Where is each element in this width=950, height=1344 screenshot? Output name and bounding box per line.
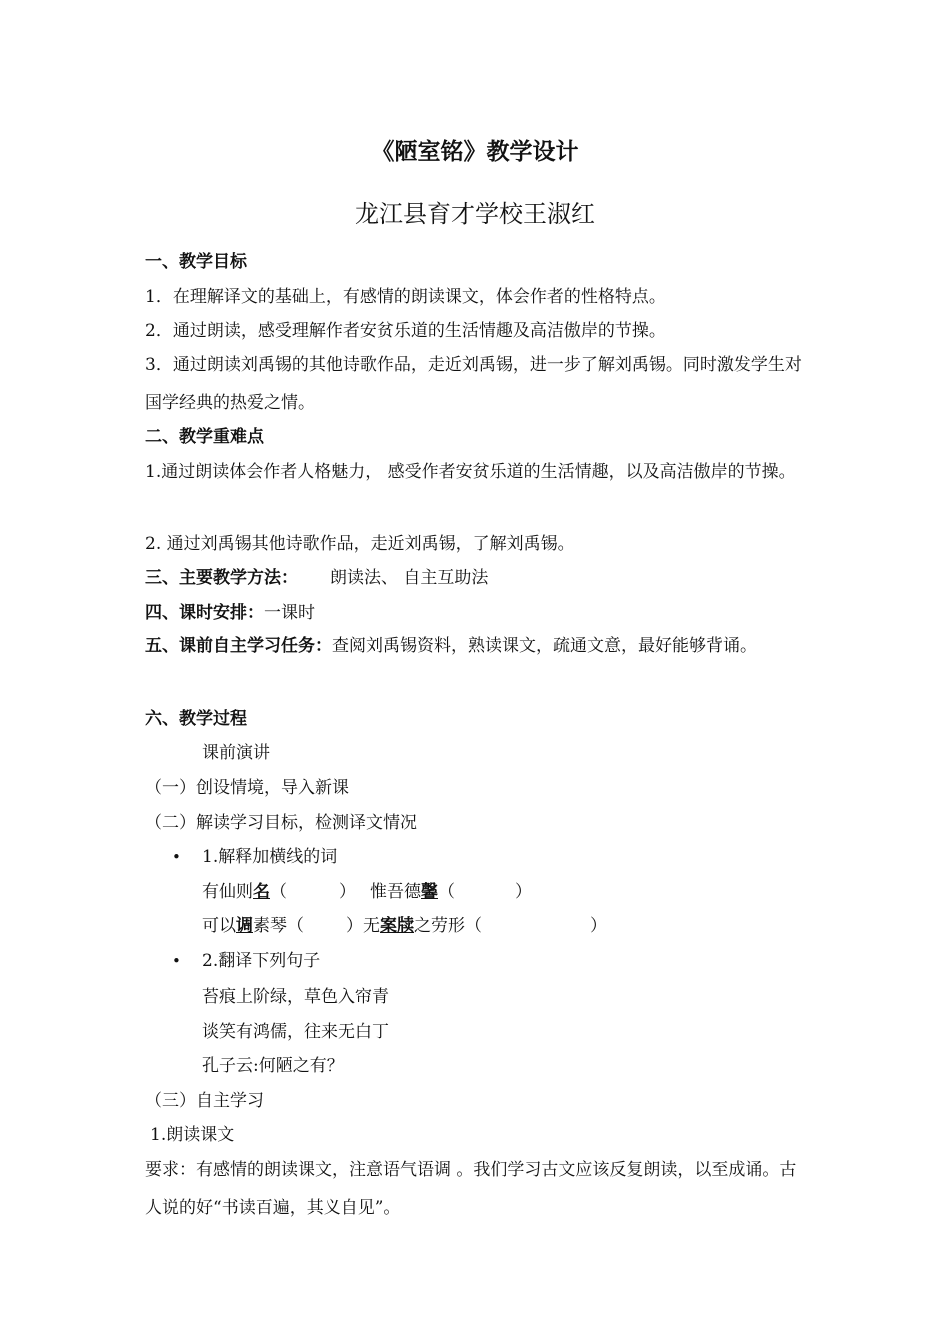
translate-sentence: 苔痕上阶绿，草色入帘青 [202,987,389,1007]
vocab-text: 之劳形 [414,916,465,936]
underlined-word: 调 [236,916,253,936]
blank-close: ） [339,882,356,902]
translate-sentence: 谈笑有鸿儒，往来无白丁 [202,1022,389,1042]
underlined-word: 名 [253,882,270,902]
vocab-row [202,914,867,938]
key-point-item: 2. 通过刘禹锡其他诗歌作品，走近刘禹锡，了解刘禹锡。 [145,534,575,554]
question-one-label: 1.解释加横线的词 [202,847,338,867]
underlined-word: 馨 [421,882,438,902]
blank-open: （ [438,882,455,902]
blank-close: ） [515,882,532,902]
objective-item: 2．通过朗读，感受理解作者安贫乐道的生活情趣及高洁傲岸的节操。 [145,321,666,341]
vocab-text: 无 [363,916,380,936]
step-one: （一）创设情境，导入新课 [145,778,349,798]
pre-class-speech: 课前演讲 [202,743,270,763]
underlined-word: 案牍 [380,916,414,936]
section-heading-process: 六、教学过程 [145,709,247,729]
question-two-label: 2.翻译下列句子 [202,951,321,971]
blank-open: （ [287,916,304,936]
read-aloud-label: 1.朗读课文 [150,1125,235,1145]
objective-item: 1．在理解译文的基础上，有感情的朗读课文，体会作者的性格特点。 [145,287,666,307]
schedule-line [145,601,810,625]
vocab-text: 惟吾德 [370,882,421,902]
vocab-text: 有仙则 [202,882,253,902]
step-two: （二）解读学习目标，检测译文情况 [145,813,417,833]
vocab-text: 素琴 [253,916,287,936]
key-point-item: 1.通过朗读体会作者人格魅力， 感受作者安贫乐道的生活情趣，以及高洁傲岸的节操。 [145,462,796,482]
reading-requirement: 要求：有感情的朗读课文，注意语气语调 。我们学习古文应该反复朗读，以至成诵。古人说的好“书读百遍，其义自见”。 [145,1160,797,1218]
schedule-value: 一课时 [264,603,315,623]
section-heading-objectives: 一、教学目标 [145,252,247,272]
methods-line [145,566,810,590]
pre-class-value: 查阅刘禹锡资料，熟读课文，疏通文意，最好能够背诵。 [332,636,757,656]
blank-open: （ [270,882,287,902]
blank-close: ） [346,916,363,936]
objective-item: 3．通过朗读刘禹锡的其他诗歌作品，走近刘禹锡，进一步了解刘禹锡。同时激发学生对国学经典的热爱之情。 [145,355,802,413]
document-title: 《陋室铭》教学设计 [371,139,579,165]
blank-open: （ [465,916,482,936]
section-heading-schedule: 四、课时安排： [145,603,264,623]
blank-close: ） [590,916,607,936]
section-heading-methods: 三、主要教学方法： [145,568,298,588]
bullet-icon: • [172,952,181,970]
pre-class-task [145,627,810,665]
step-three: （三）自主学习 [145,1091,264,1111]
section-heading-key-points: 二、教学重难点 [145,427,264,447]
translate-sentence: 孔子云:何陋之有？ [202,1056,344,1076]
vocab-row [202,880,867,904]
section-heading-pre-class: 五、课前自主学习任务： [145,636,332,656]
author-line: 龙江县育才学校王淑红 [355,200,595,228]
methods-value: 朗读法、 自主互助法 [330,568,489,588]
vocab-text: 可以 [202,916,236,936]
bullet-icon: • [172,848,181,866]
